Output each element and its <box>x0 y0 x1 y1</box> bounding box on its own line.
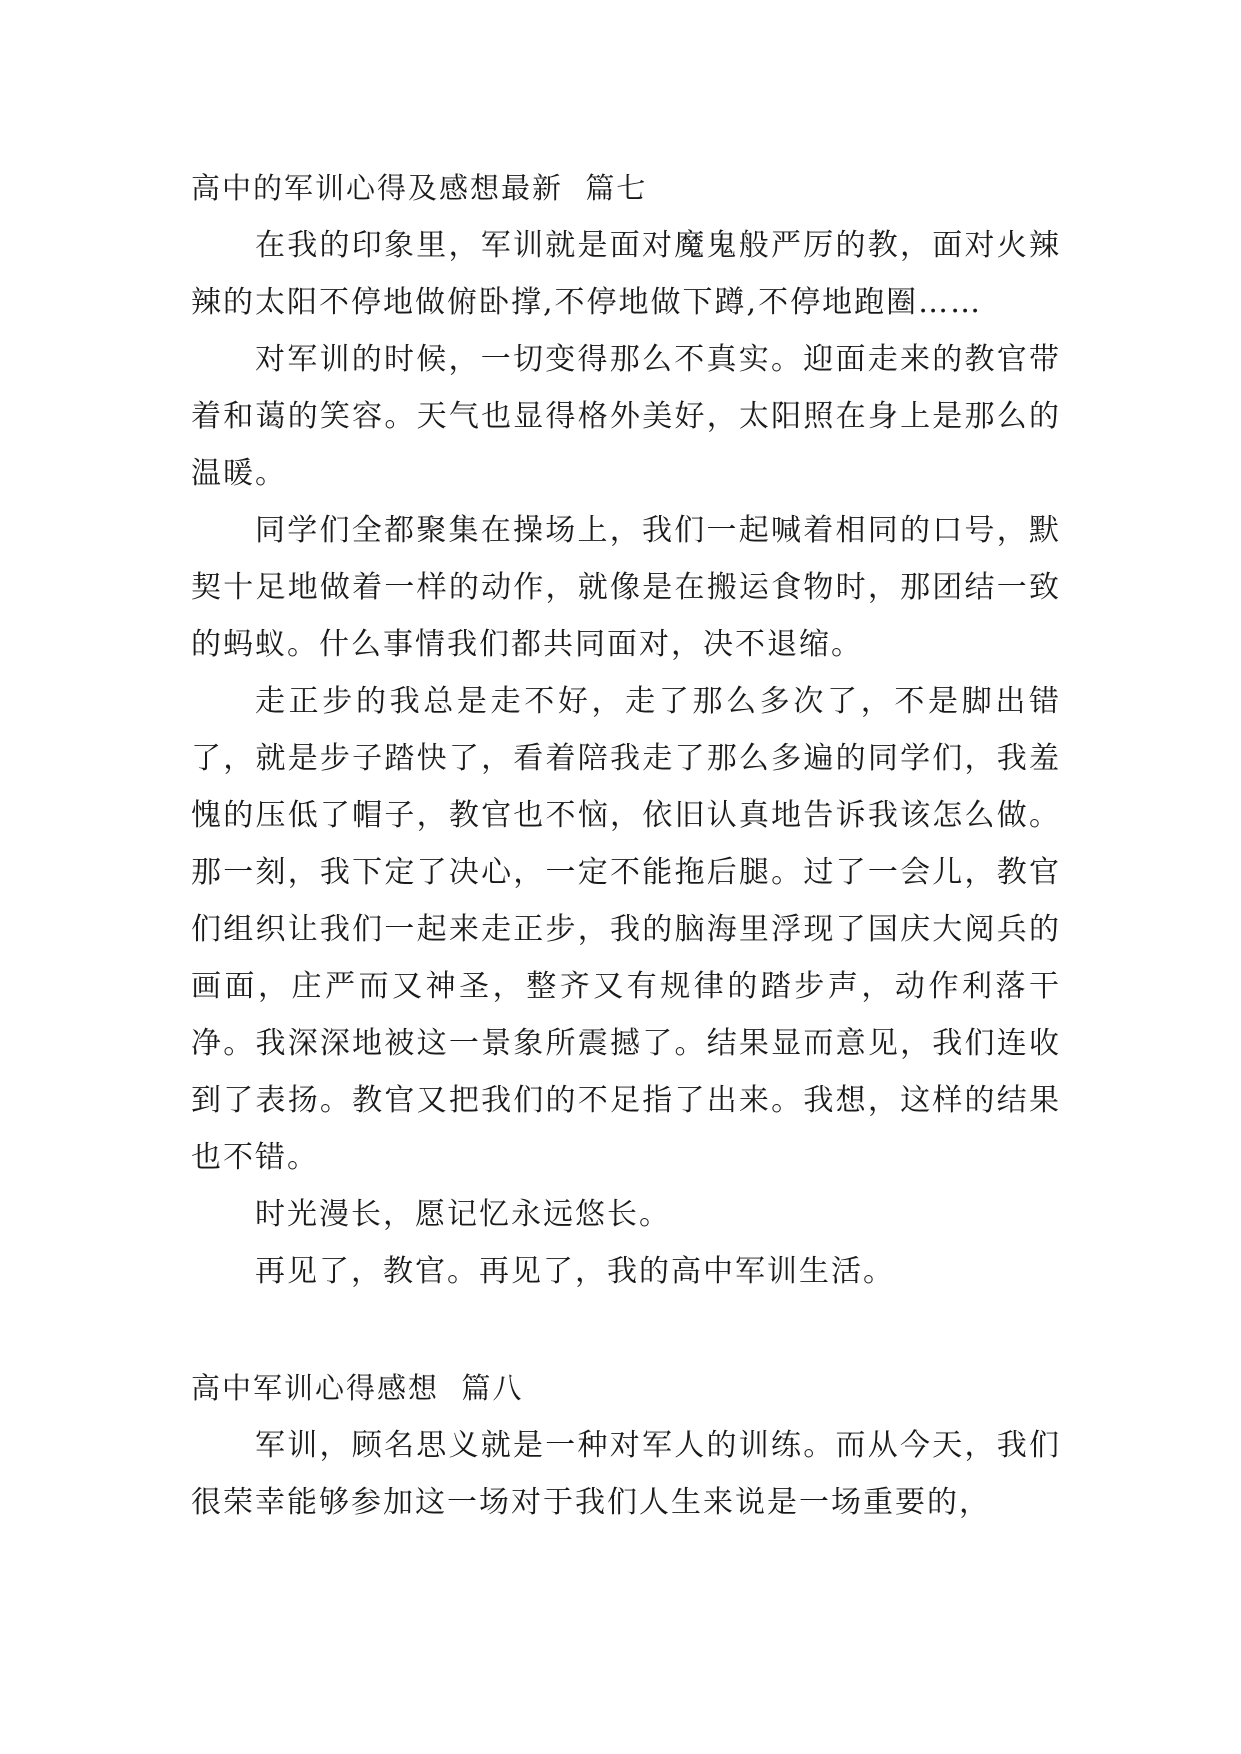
section-title: 高中的军训心得及感想最新 篇七 <box>191 171 648 205</box>
paragraph: 对军训的时候，一切变得那么不真实。迎面走来的教官带着和蔼的笑容。天气也显得格外美好，太阳照在身上是那么的温暖。 <box>191 342 1061 491</box>
section-pian-8 <box>191 1360 1061 1531</box>
paragraph: 再见了，教官。再见了，我的高中军训生活。 <box>255 1254 895 1289</box>
section-spacer <box>191 1300 1061 1360</box>
section-title: 高中军训心得感想 篇八 <box>191 1371 524 1405</box>
paragraph: 在我的印象里，军训就是面对魔鬼般严厉的教，面对火辣辣的太阳不停地做俯卧撑,不停地做下蹲,不停地跑圈…… <box>191 228 1061 320</box>
paragraph: 时光漫长，愿记忆永远悠长。 <box>255 1197 671 1232</box>
document-page <box>191 160 1061 1531</box>
paragraph: 同学们全都聚集在操场上，我们一起喊着相同的口号，默契十足地做着一样的动作，就像是在搬运食物时，那团结一致的蚂蚁。什么事情我们都共同面对，决不退缩。 <box>191 513 1061 662</box>
section-pian-7 <box>191 160 1061 1300</box>
paragraph: 军训，顾名思义就是一种对军人的训练。而从今天，我们很荣幸能够参加这一场对于我们人生来说是一场重要的， <box>191 1428 1061 1520</box>
paragraph: 走正步的我总是走不好，走了那么多次了，不是脚出错了，就是步子踏快了，看着陪我走了那么多遍的同学们，我羞愧的压低了帽子，教官也不恼，依旧认真地告诉我该怎么做。那一刻，我下定了决心，一定不能拖后腿。过了一会儿，教官们组织让我们一起来走正步，我的脑海里浮现了国庆大阅兵的画面，庄严而又神圣，整齐又有规律的踏步声，动作利落干净。我深深地被这一景象所震撼了。结果显而意见，我们连收到了表扬。教官又把我们的不足指了出来。我想，这样的结果也不错。 <box>191 684 1061 1175</box>
